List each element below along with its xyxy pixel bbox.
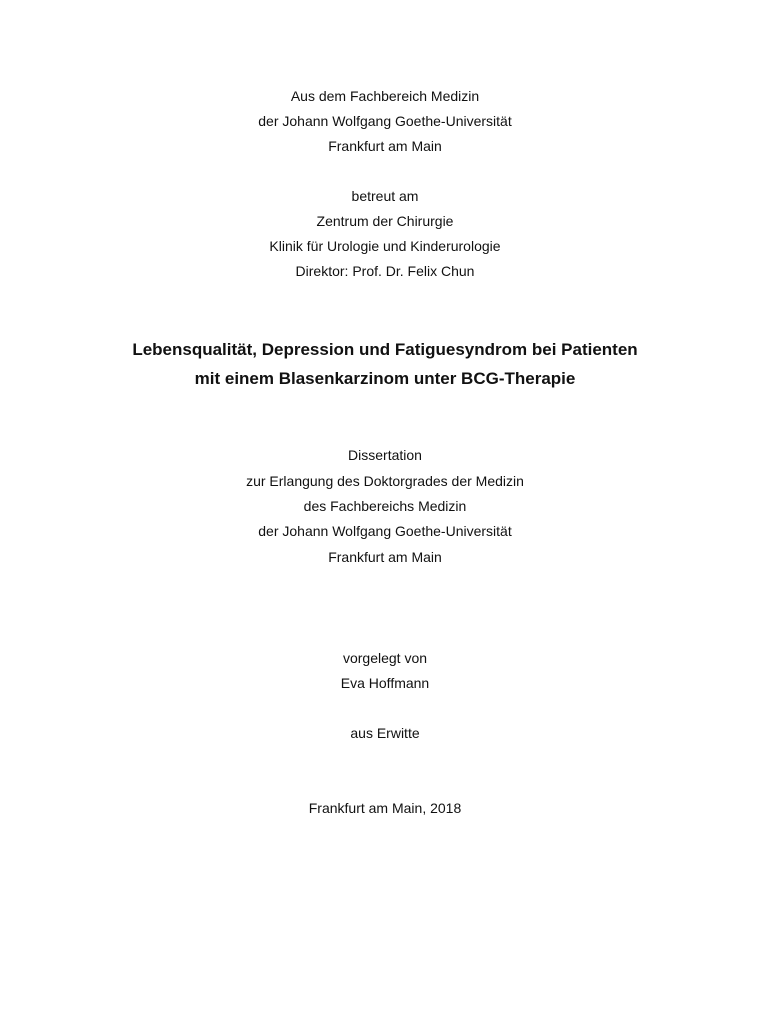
institution-line-1: Aus dem Fachbereich Medizin — [290, 88, 480, 104]
supervision-director: Direktor: Prof. Dr. Felix Chun — [295, 263, 475, 279]
author-name: Eva Hoffmann — [340, 675, 430, 691]
presented-by: vorgelegt von — [342, 650, 428, 666]
place-date: Frankfurt am Main, 2018 — [308, 800, 462, 816]
purpose-line-1: Dissertation — [348, 447, 422, 463]
thesis-title-line-2: mit einem Blasenkarzinom unter BCG-Therapie — [194, 369, 576, 388]
thesis-title-line-1: Lebensqualität, Depression und Fatiguesyndrom bei Patienten — [132, 340, 638, 359]
purpose-line-5: Frankfurt am Main — [328, 549, 442, 565]
institution-line-2: der Johann Wolfgang Goethe-Universität — [258, 113, 512, 129]
purpose-line-3: des Fachbereichs Medizin — [303, 498, 467, 514]
author-origin: aus Erwitte — [350, 725, 420, 741]
supervision-line-3: Klinik für Urologie und Kinderurologie — [269, 238, 501, 254]
institution-line-3: Frankfurt am Main — [328, 138, 442, 154]
purpose-line-4: der Johann Wolfgang Goethe-Universität — [258, 523, 512, 539]
supervision-line-2: Zentrum der Chirurgie — [316, 213, 454, 229]
supervision-line-1: betreut am — [351, 188, 419, 204]
purpose-line-2: zur Erlangung des Doktorgrades der Medizin — [246, 473, 524, 489]
